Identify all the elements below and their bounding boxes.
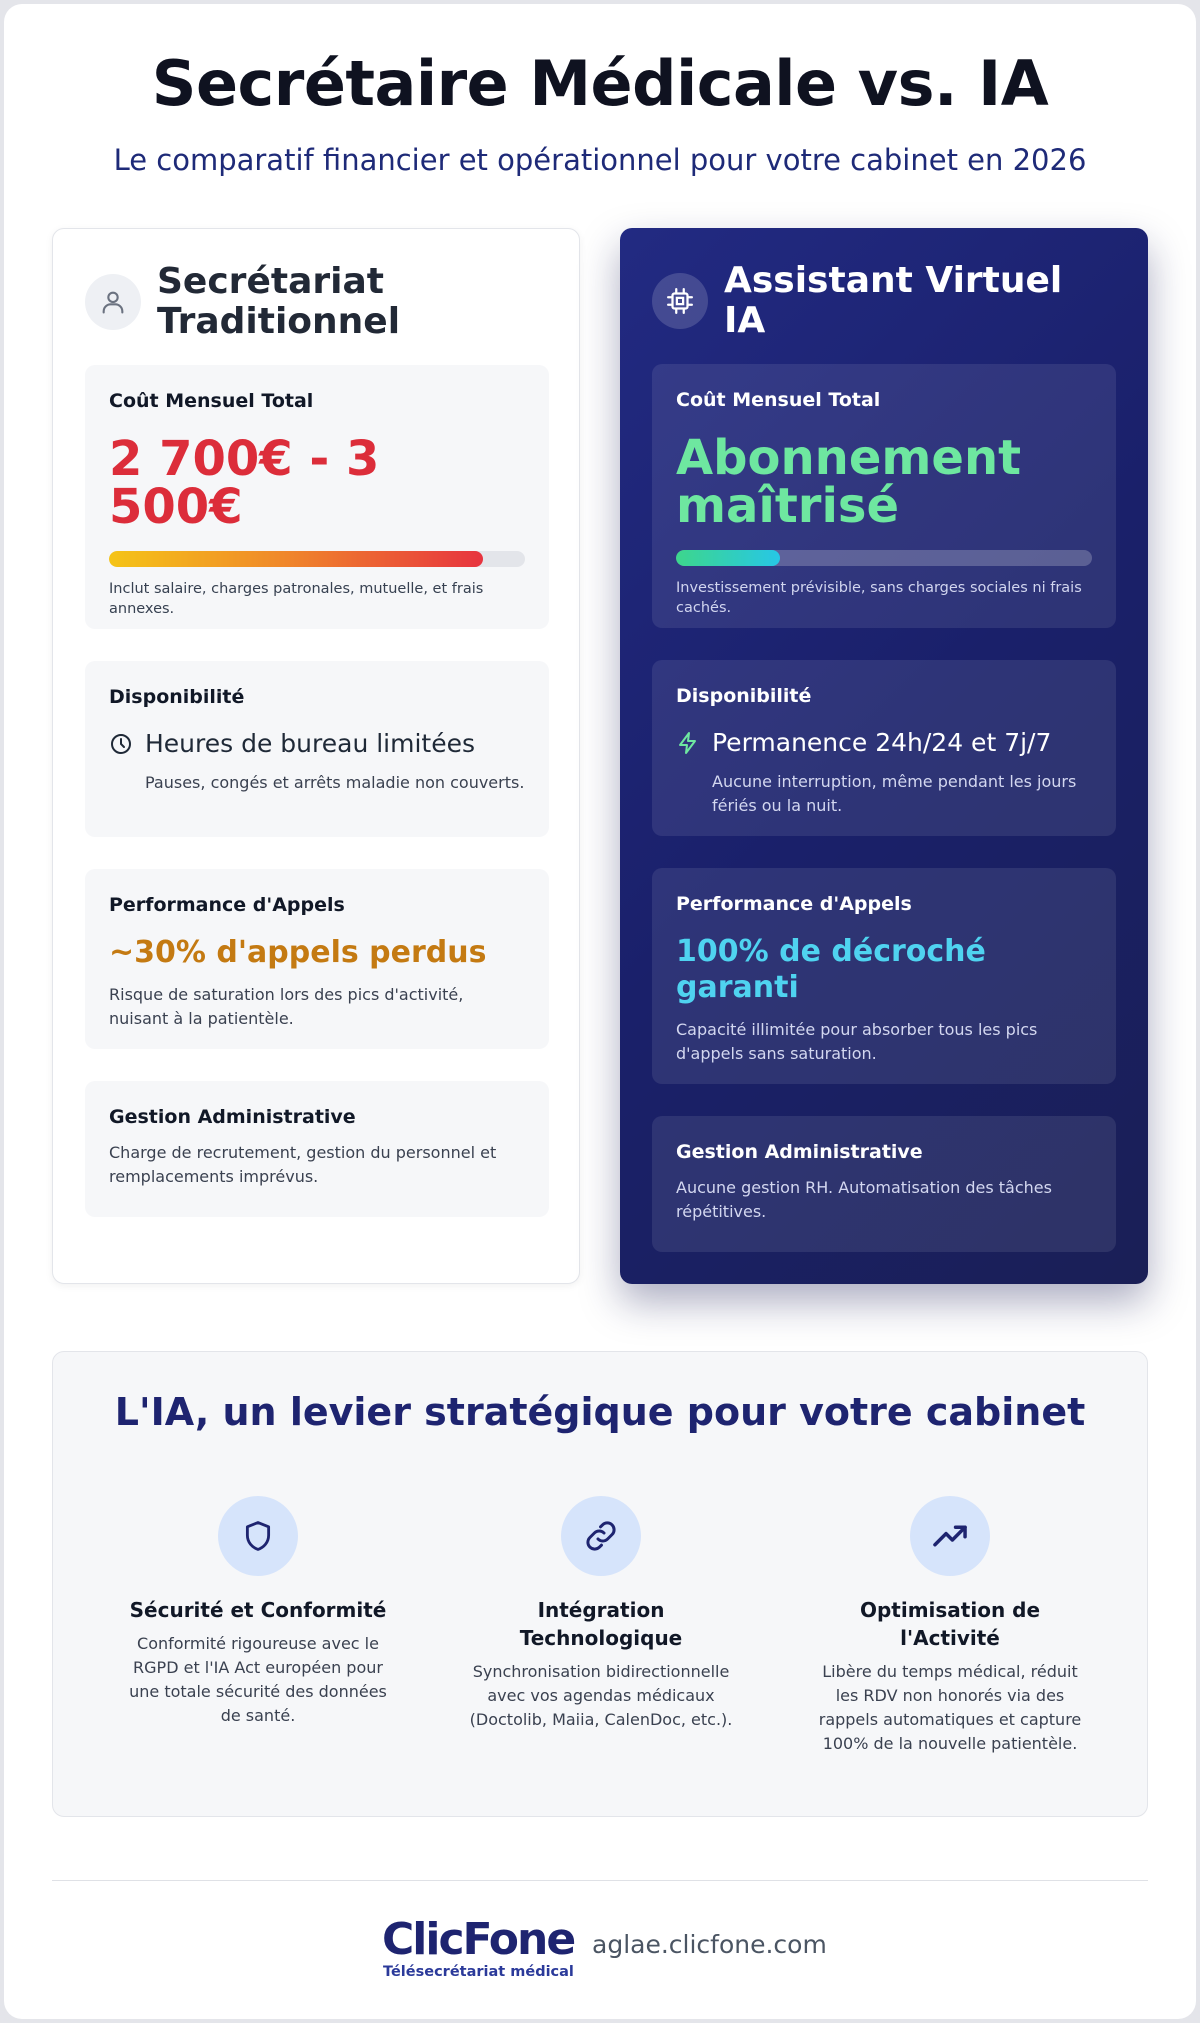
availability-row [109,729,525,759]
ai-column [620,228,1148,1284]
performance-headline: 100% de décroché garanti [676,934,986,1005]
ai-performance-card [652,868,1116,1084]
traditional-admin-card [85,1081,549,1217]
footer [4,1910,1196,1980]
user-icon [85,274,141,330]
traditional-cost-card [85,365,549,629]
admin-label: Gestion Administrative [676,1141,923,1163]
feature-desc: Libère du temps médical, réduit les RDV non honorés via des rappels automatiques et capture 100% de la nouvelle patientèle. [818,1662,1082,1753]
cost-label: Coût Mensuel Total [676,389,881,411]
ai-title: Assistant Virtuel IA [724,260,1063,341]
comparison-columns [52,228,1148,1288]
traditional-column [52,228,580,1284]
feature-security [123,1496,393,1728]
traditional-availability-card [85,661,549,837]
link-icon [561,1496,641,1576]
feature-desc: Synchronisation bidirectionnelle avec vos agendas médicaux (Doctolib, Maiia, CalenDoc, etc.). [469,1662,733,1729]
availability-desc: Aucune interruption, même pendant les jours fériés ou la nuit. [712,772,1077,815]
ai-cost-bar [676,550,1092,566]
availability-row [676,728,1092,758]
page-title: Secrétaire Médicale vs. IA [151,47,1049,120]
cpu-icon [652,273,708,329]
availability-label: Disponibilité [109,686,245,708]
cost-note: Investissement prévisible, sans charges sociales ni frais cachés. [676,580,1082,616]
traditional-cost-value: 2 700€ - 3 500€ [109,431,380,535]
trending-up-icon [910,1496,990,1576]
infographic-page [4,4,1196,2019]
footer-url[interactable]: aglae.clicfone.com [592,1930,827,1959]
cost-note: Inclut salaire, charges patronales, mutuelle, et frais annexes. [109,581,484,617]
performance-desc: Risque de saturation lors des pics d'activité, nuisant à la patientèle. [109,985,464,1028]
strategy-title: L'IA, un levier stratégique pour votre cabinet [114,1390,1086,1434]
strategy-section [52,1351,1148,1817]
admin-label: Gestion Administrative [109,1106,356,1128]
feature-desc: Conformité rigoureuse avec le RGPD et l'IA Act européen pour une totale sécurité des données de santé. [129,1634,387,1725]
shield-icon [218,1496,298,1576]
clicfone-logo [382,1910,578,1980]
ai-admin-card [652,1116,1116,1252]
traditional-title: Secrétariat Traditionnel [157,261,401,342]
ai-header [652,228,1116,374]
performance-label: Performance d'Appels [676,893,912,915]
feature-title: Intégration Technologique [519,1598,683,1650]
feature-title: Optimisation de l'Activité [859,1598,1041,1650]
cost-label: Coût Mensuel Total [109,390,314,412]
traditional-performance-card [85,869,549,1049]
ai-cost-bar-fill [676,550,780,566]
lightning-icon [676,731,700,755]
admin-desc: Charge de recrutement, gestion du personnel et remplacements imprévus. [109,1143,497,1186]
clock-icon [109,732,133,756]
ai-cost-value: Abonnement maîtrisé [676,430,1022,534]
footer-divider [52,1880,1148,1881]
svg-text:Télésecrétariat médical: Télésecrétariat médical [383,1964,574,1980]
performance-label: Performance d'Appels [109,894,345,916]
availability-label: Disponibilité [676,685,812,707]
traditional-cost-bar-fill [109,551,483,567]
performance-headline: ~30% d'appels perdus [109,935,487,970]
feature-integration [466,1496,736,1732]
header [4,4,1196,178]
traditional-cost-bar [109,551,525,567]
traditional-header [85,229,547,375]
ai-availability-card [652,660,1116,836]
feature-optimization [815,1496,1085,1756]
availability-headline: Permanence 24h/24 et 7j/7 [712,728,1052,757]
availability-desc: Pauses, congés et arrêts maladie non couverts. [145,773,525,792]
svg-text:ClicFone: ClicFone [382,1914,575,1965]
admin-desc: Aucune gestion RH. Automatisation des tâches répétitives. [676,1178,1052,1221]
feature-title: Sécurité et Conformité [129,1598,387,1622]
ai-cost-card [652,364,1116,628]
availability-headline: Heures de bureau limitées [145,729,476,758]
performance-desc: Capacité illimitée pour absorber tous les pics d'appels sans saturation. [676,1020,1038,1063]
page-subtitle: Le comparatif financier et opérationnel pour votre cabinet en 2026 [113,143,1087,177]
